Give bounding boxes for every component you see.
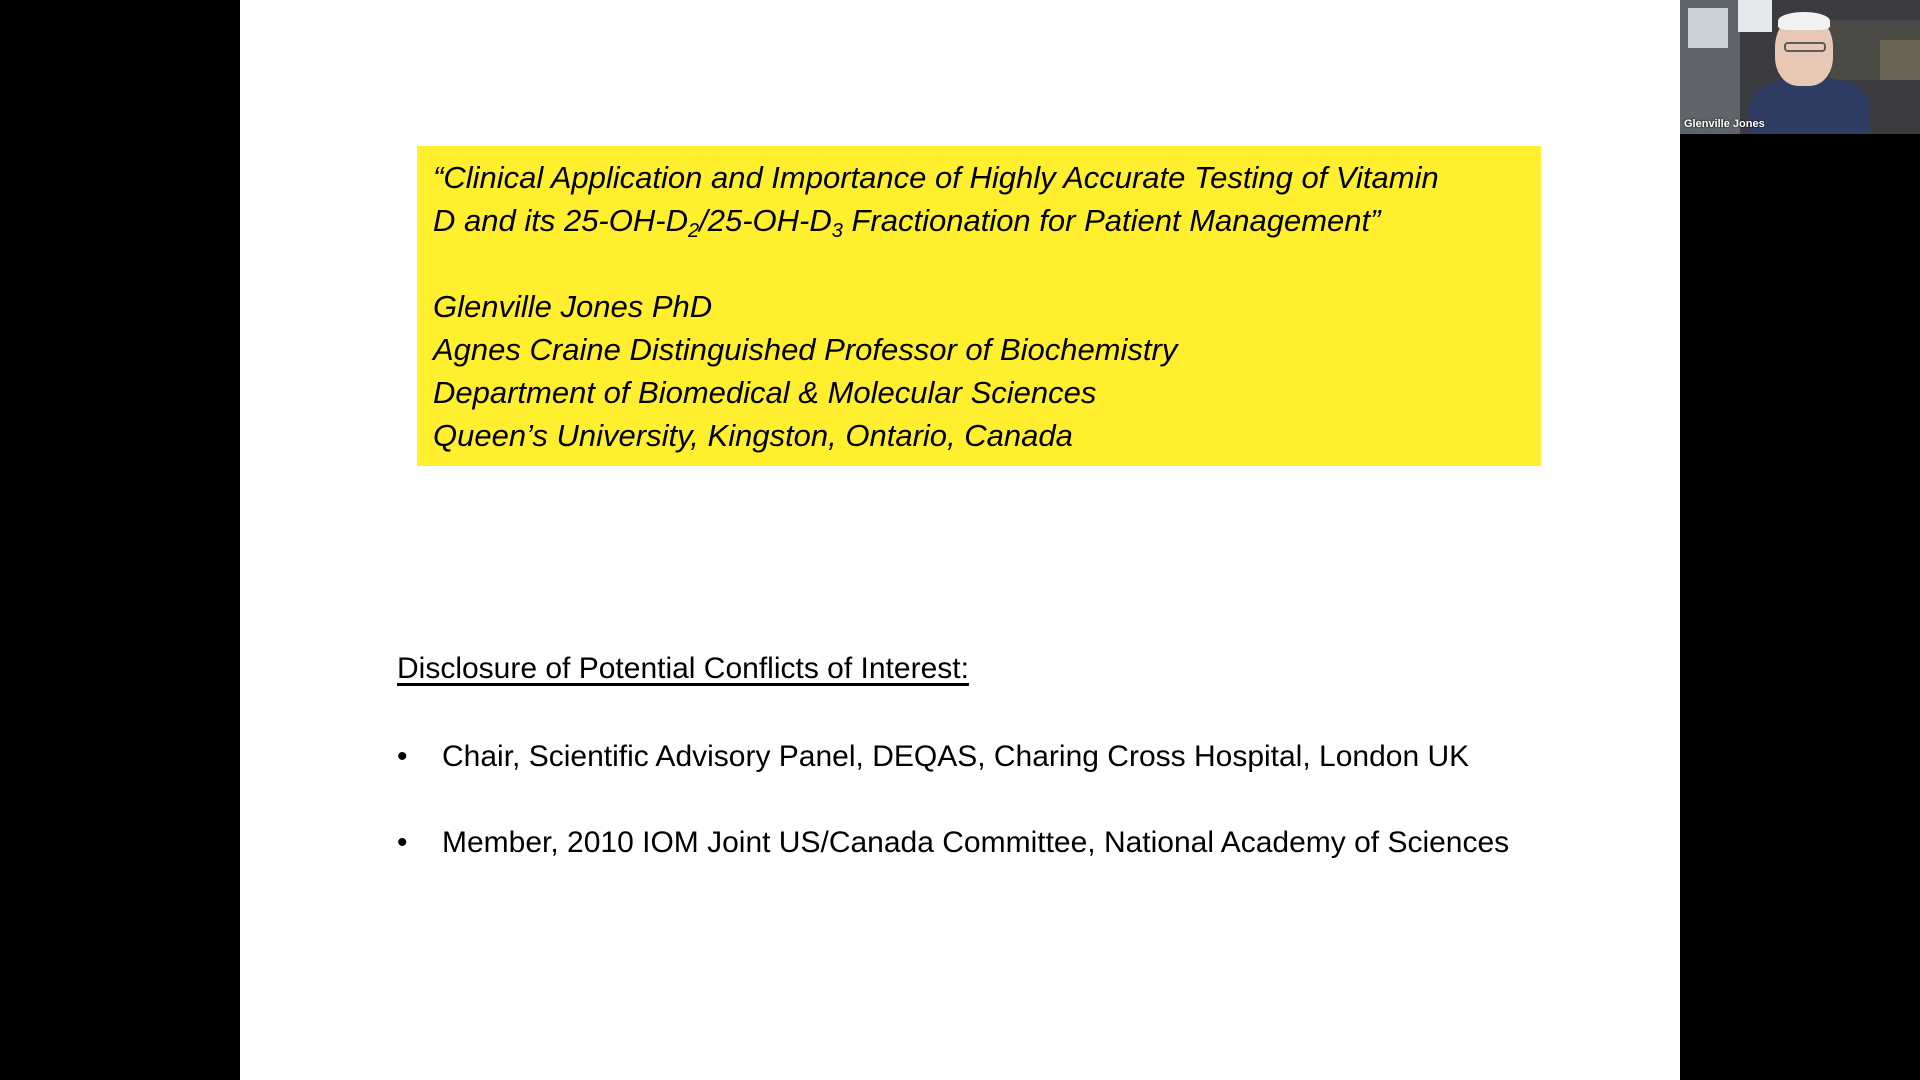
video-background-window: [1738, 0, 1772, 32]
disclosure-item-text: Member, 2010 IOM Joint US/Canada Committee, National Academy of Sciences: [442, 826, 1510, 859]
talk-title-line-2: [433, 199, 1525, 242]
author-university: Queen’s University, Kingston, Ontario, Canada: [433, 418, 1073, 453]
video-background-window: [1688, 8, 1728, 48]
presentation-slide: [240, 0, 1680, 1080]
participant-hair: [1778, 12, 1830, 30]
talk-title-part: Fractionation for Patient Management”: [842, 203, 1381, 238]
author-position: Agnes Craine Distinguished Professor of Biochemistry: [433, 332, 1178, 367]
participant-body: [1750, 78, 1870, 134]
author-name: Glenville Jones PhD: [433, 289, 713, 324]
talk-title-part: /25-OH-D: [699, 203, 832, 238]
disclosure-section: [397, 652, 1657, 859]
video-background-shelf: [1880, 40, 1920, 80]
disclosure-item-text: Chair, Scientific Advisory Panel, DEQAS, Charing Cross Hospital, London UK: [442, 740, 1470, 773]
spacer: [433, 242, 1525, 285]
subscript-3: 3: [831, 220, 843, 242]
author-department: Department of Biomedical & Molecular Sciences: [433, 375, 1097, 410]
talk-title-part: D and its 25-OH-D: [433, 203, 688, 238]
disclosure-heading: Disclosure of Potential Conflicts of Interest:: [397, 652, 969, 685]
participant-video-tile[interactable]: [1680, 0, 1920, 134]
subscript-2: 2: [687, 220, 700, 242]
title-highlight-box: [417, 146, 1541, 466]
participant-name-label: Glenville Jones: [1684, 118, 1765, 130]
participant-glasses: [1784, 42, 1826, 52]
bullet-dot: •: [397, 740, 408, 773]
bullet-dot: •: [397, 826, 408, 859]
talk-title-line-1: “Clinical Application and Importance of Highly Accurate Testing of Vitamin: [433, 160, 1439, 195]
